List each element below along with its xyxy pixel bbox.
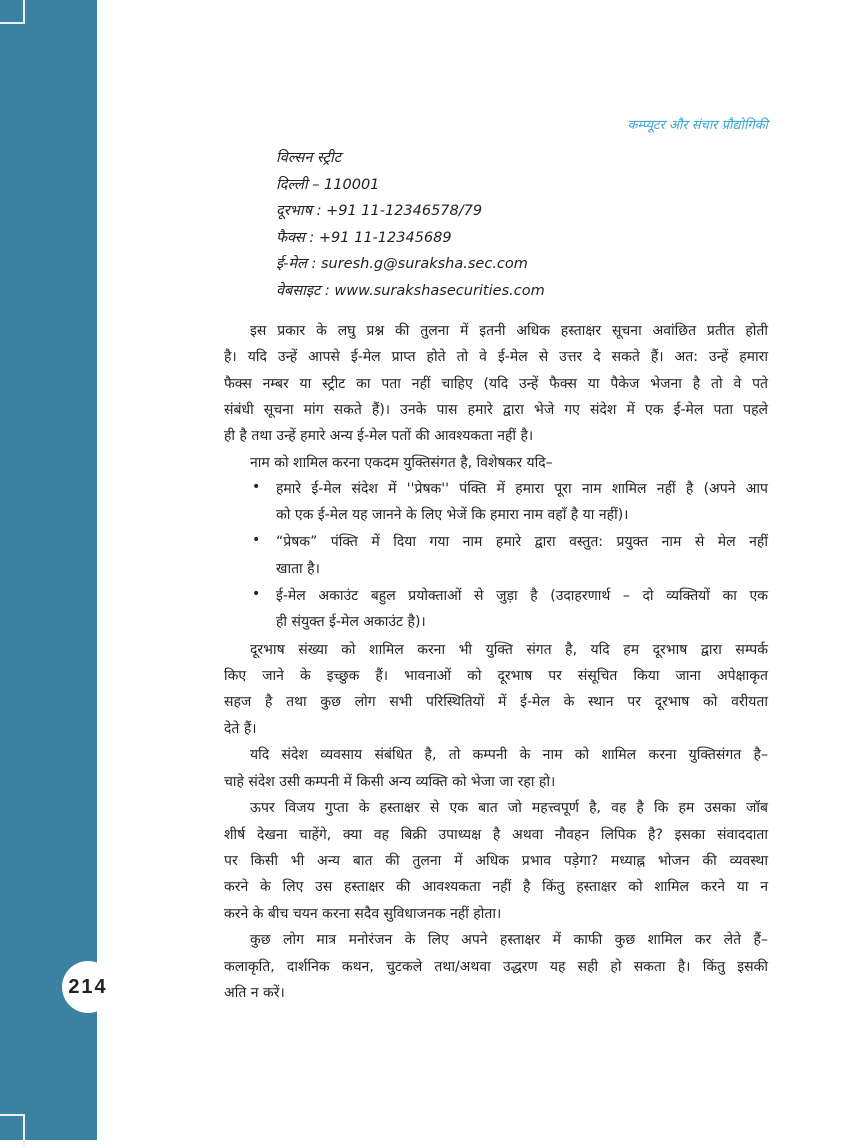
crop-mark-top — [0, 0, 25, 24]
text-line: दूरभाष संख्या को शामिल करना भी युक्ति संगत है, यदि हम दूरभाष द्वारा सम्पर्क — [250, 641, 768, 658]
text-line: “प्रेषक” पंक्ति में दिया गया नाम हमारे द्वारा वस्तुत: प्रयुक्त नाम से मेल नहीं — [276, 534, 768, 551]
address-line: ई-मेल : suresh.g@suraksha.sec.com — [276, 256, 528, 272]
text-line: यदि संदेश व्यवसाय संबंधित है, तो कम्पनी के नाम को शामिल करना युक्तिसंगत है– — [250, 747, 768, 764]
text-line: अति न करें। — [224, 985, 285, 1001]
text-line: पर किसी भी अन्य बात की तुलना में अधिक प्रभाव पड़ेगा? मध्याह्न भोजन की व्यवस्था — [224, 853, 768, 869]
text-line: ही संयुक्त ई-मेल अकाउंट है)। — [276, 614, 426, 631]
text-line: हमारे ई-मेल संदेश में ''प्रेषक'' पंक्ति में हमारा पूरा नाम शामिल नहीं है (अपने आप — [276, 480, 768, 497]
running-head: कम्प्यूटर और संचार प्रौद्योगिकी — [627, 118, 768, 133]
text-line: करने के लिए उस हस्ताक्षर की आवश्यकता नहीं है किंतु हस्ताक्षर को शामिल करने या न — [224, 879, 768, 896]
bullet-icon: • — [252, 532, 261, 549]
text-line: करने के बीच चयन करना सदैव सुविधाजनक नहीं होता। — [224, 905, 502, 922]
text-line: किए जाने के इच्छुक हैं। भावनाओं को दूरभाष पर संसूचित किया जाना अपेक्षाकृत — [224, 667, 768, 684]
crop-mark-bottom — [0, 1114, 25, 1146]
text-line: खाता है। — [276, 560, 320, 577]
address-line: वेबसाइट : www.surakshasecurities.com — [276, 282, 545, 299]
bullet-icon: • — [252, 586, 261, 602]
text-line: संबंधी सूचना मांग सकते हैं)। उनके पास हमारे द्वारा भेजे गए संदेश में एक ई-मेल पता पहले — [224, 401, 768, 418]
address-line: विल्सन स्ट्रीट — [276, 150, 342, 166]
text-line: फैक्स नम्बर या स्ट्रीट का पता नहीं चाहिए (यदि उन्हें फैक्स या पैकेज भेजना है तो वे पते — [224, 375, 768, 392]
text-line: कुछ लोग मात्र मनोरंजन के लिए अपने हस्ताक्षर में काफी कुछ शामिल कर लेते हैं– — [250, 932, 768, 949]
text-line: ऊपर विजय गुप्ता के हस्ताक्षर से एक बात जो महत्त्वपूर्ण है, वह है कि हम उसका जॉब — [250, 800, 768, 817]
text-line: ही है तथा उन्हें हमारे अन्य ई-मेल पतों की आवश्यकता नहीं है। — [224, 428, 534, 445]
text-line: नाम को शामिल करना एकदम युक्तिसंगत है, विशेषकर यदि– — [250, 454, 553, 471]
text-line: चाहे संदेश उसी कम्पनी में किसी अन्य व्यक्ति को भेजा जा रहा हो। — [224, 773, 556, 790]
text-line: कलाकृति, दार्शनिक कथन, चुटकले तथा/अथवा उद्धरण यह सही हो सकता है। किंतु इसकी — [224, 958, 768, 975]
page-number: 214 — [62, 961, 114, 1013]
address-line: फैक्स : +91 11-12345689 — [276, 229, 452, 246]
text-line: शीर्ष देखना चाहेंगे, क्या वह बिक्री उपाध्यक्ष है अथवा नौवहन लिपिक है? इसका संवाददाता — [224, 826, 768, 843]
text-line: सहज है तथा कुछ लोग सभी परिस्थितियों में ई-मेल के स्थान पर दूरभाष को वरीयता — [224, 694, 768, 711]
text-line: ई-मेल अकाउंट बहुल प्रयोक्ताओं से जुड़ा है (उदाहरणार्थ – दो व्यक्तियों का एक — [276, 588, 768, 604]
text-line: इस प्रकार के लघु प्रश्न की तुलना में इतनी अधिक हस्ताक्षर सूचना अवांछित प्रतीत होती — [250, 323, 768, 339]
text-line: देते हैं। — [224, 720, 257, 737]
address-line: दिल्ली – 110001 — [276, 176, 380, 193]
address-line: दूरभाष : +91 11-12346578/79 — [276, 203, 483, 219]
text-line: है। यदि उन्हें आपसे ई-मेल प्राप्त होते तो वे ई-मेल से उत्तर दे सकते हैं। अत: उन्हें हमारा — [224, 349, 768, 366]
text-line: को एक ई-मेल यह जानने के लिए भेजें कि हमारा नाम वहाँ है या नहीं)। — [276, 507, 629, 524]
bullet-icon: • — [252, 478, 261, 495]
